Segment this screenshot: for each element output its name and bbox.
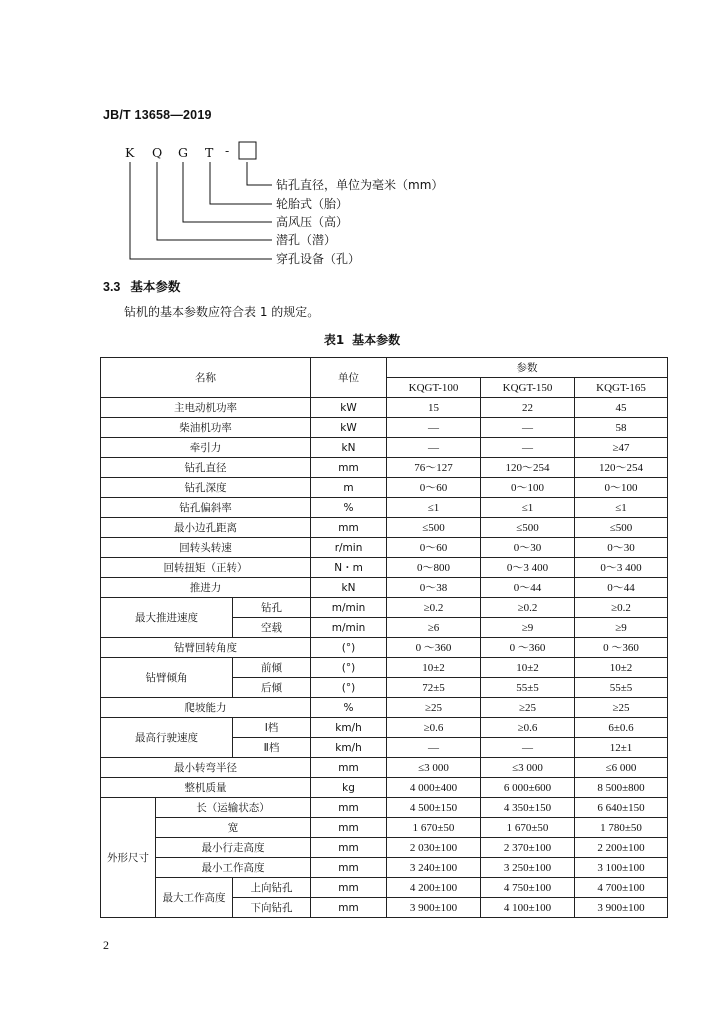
- row-value: ≥6: [387, 618, 481, 638]
- row-value: 0～30: [481, 538, 575, 558]
- row-value: 10±2: [481, 658, 575, 678]
- row-group: 钻臂倾角: [101, 658, 233, 698]
- row-value: 4 750±100: [481, 878, 575, 898]
- table-row: [101, 418, 668, 438]
- code-label-high-pressure: 高风压（高）: [276, 215, 349, 229]
- table-row: [101, 598, 668, 618]
- row-value: —: [387, 418, 481, 438]
- row-value: 0～38: [387, 578, 481, 598]
- row-value: 76～127: [387, 458, 481, 478]
- row-name: 钻孔: [233, 598, 311, 618]
- row-value: ≥9: [575, 618, 668, 638]
- table-header-row: [101, 358, 668, 378]
- table-row: [101, 778, 668, 798]
- row-value: 72±5: [387, 678, 481, 698]
- row-name: 最小工作高度: [156, 858, 311, 878]
- row-value: 2 370±100: [481, 838, 575, 858]
- table-row: [101, 478, 668, 498]
- row-group: 外形尺寸: [101, 798, 156, 918]
- row-unit: mm: [311, 758, 387, 778]
- row-value: 4 350±150: [481, 798, 575, 818]
- row-value: 45: [575, 398, 668, 418]
- row-value: 0～30: [575, 538, 668, 558]
- row-value: ≥25: [575, 698, 668, 718]
- table-row: [101, 798, 668, 818]
- table-row: [101, 438, 668, 458]
- row-value: 12±1: [575, 738, 668, 758]
- table-row: [101, 818, 668, 838]
- row-value: 0～800: [387, 558, 481, 578]
- row-name: 最小边孔距离: [101, 518, 311, 538]
- row-value: —: [387, 438, 481, 458]
- row-value: 0 ～360: [575, 638, 668, 658]
- row-unit: mm: [311, 458, 387, 478]
- row-value: ≤3 000: [481, 758, 575, 778]
- row-value: 6 640±150: [575, 798, 668, 818]
- section-heading: [103, 277, 180, 295]
- row-group: 最高行驶速度: [101, 718, 233, 758]
- row-name: 钻孔深度: [101, 478, 311, 498]
- row-value: 0 ～360: [387, 638, 481, 658]
- row-unit: mm: [311, 518, 387, 538]
- table-row: [101, 758, 668, 778]
- row-value: 2 030±100: [387, 838, 481, 858]
- header-unit: 单位: [311, 358, 387, 398]
- page-number: 2: [103, 938, 109, 952]
- row-subgroup: 最大工作高度: [156, 878, 233, 918]
- row-value: 0～3 400: [575, 558, 668, 578]
- row-value: ≤500: [387, 518, 481, 538]
- body-paragraph: 钻机的基本参数应符合表 1 的规定。: [124, 305, 320, 319]
- model-code-diagram: [0, 0, 724, 300]
- row-value: 0～100: [481, 478, 575, 498]
- table-row: [101, 858, 668, 878]
- row-value: ≥0.2: [575, 598, 668, 618]
- diameter-box: [239, 142, 256, 159]
- row-unit: kW: [311, 398, 387, 418]
- row-unit: m/min: [311, 618, 387, 638]
- row-unit: (°): [311, 638, 387, 658]
- table-row: [101, 578, 668, 598]
- row-unit: kN: [311, 438, 387, 458]
- row-unit: m: [311, 478, 387, 498]
- row-name: 推进力: [101, 578, 311, 598]
- row-value: 4 700±100: [575, 878, 668, 898]
- row-value: ≤6 000: [575, 758, 668, 778]
- header-model: KQGT-165: [575, 378, 668, 398]
- row-value: 8 500±800: [575, 778, 668, 798]
- row-value: ≤1: [575, 498, 668, 518]
- table-row: [101, 698, 668, 718]
- row-unit: r/min: [311, 538, 387, 558]
- parameters-table: [100, 357, 668, 918]
- row-value: 1 670±50: [387, 818, 481, 838]
- row-value: ≤500: [481, 518, 575, 538]
- row-value: ≥0.2: [387, 598, 481, 618]
- row-value: ≥25: [481, 698, 575, 718]
- row-unit: km/h: [311, 738, 387, 758]
- table-caption-title: 基本参数: [352, 333, 401, 347]
- row-value: 3 100±100: [575, 858, 668, 878]
- row-value: 3 900±100: [387, 898, 481, 918]
- row-value: 0～44: [575, 578, 668, 598]
- row-value: 4 100±100: [481, 898, 575, 918]
- row-unit: (°): [311, 678, 387, 698]
- row-value: —: [387, 738, 481, 758]
- row-unit: m/min: [311, 598, 387, 618]
- row-name: 整机质量: [101, 778, 311, 798]
- row-value: 6±0.6: [575, 718, 668, 738]
- row-unit: mm: [311, 858, 387, 878]
- row-name: 柴油机功率: [101, 418, 311, 438]
- row-value: 4 500±150: [387, 798, 481, 818]
- row-value: 0～44: [481, 578, 575, 598]
- code-dash: -: [225, 143, 230, 158]
- table-row: [101, 878, 668, 898]
- table-row: [101, 558, 668, 578]
- row-name: 前倾: [233, 658, 311, 678]
- row-value: ≥0.6: [481, 718, 575, 738]
- row-unit: N・m: [311, 558, 387, 578]
- row-value: 15: [387, 398, 481, 418]
- table-row: [101, 518, 668, 538]
- table-caption: [0, 331, 724, 348]
- table-row: [101, 718, 668, 738]
- section-title: 基本参数: [130, 279, 181, 294]
- table-row: [101, 458, 668, 478]
- table-row: [101, 498, 668, 518]
- row-value: 55±5: [481, 678, 575, 698]
- table-caption-number: 表1: [323, 333, 345, 347]
- row-unit: %: [311, 698, 387, 718]
- row-value: —: [481, 418, 575, 438]
- row-value: 3 900±100: [575, 898, 668, 918]
- table-row: [101, 538, 668, 558]
- code-letter-t: T: [205, 145, 214, 160]
- row-value: 22: [481, 398, 575, 418]
- code-label-tyre: 轮胎式（胎）: [276, 197, 349, 211]
- row-value: 0～60: [387, 538, 481, 558]
- row-value: 58: [575, 418, 668, 438]
- row-name: Ⅱ档: [233, 738, 311, 758]
- row-value: 0～3 400: [481, 558, 575, 578]
- row-name: 钻臂回转角度: [101, 638, 311, 658]
- code-label-drilling-equipment: 穿孔设备（孔）: [276, 252, 361, 266]
- row-name: 钻孔偏斜率: [101, 498, 311, 518]
- row-value: 10±2: [387, 658, 481, 678]
- row-value: 1 670±50: [481, 818, 575, 838]
- row-name: 长（运输状态）: [156, 798, 311, 818]
- code-letter-k: K: [125, 145, 135, 160]
- row-name: 上向钻孔: [233, 878, 311, 898]
- row-name: 空载: [233, 618, 311, 638]
- header-model: KQGT-150: [481, 378, 575, 398]
- row-unit: mm: [311, 898, 387, 918]
- row-value: 4 000±400: [387, 778, 481, 798]
- row-value: —: [481, 738, 575, 758]
- row-value: 2 200±100: [575, 838, 668, 858]
- row-unit: mm: [311, 878, 387, 898]
- code-letter-q: Q: [152, 145, 163, 160]
- section-number: 3.3: [103, 280, 121, 294]
- row-name: 最小转弯半径: [101, 758, 311, 778]
- row-name: 牵引力: [101, 438, 311, 458]
- row-value: 10±2: [575, 658, 668, 678]
- row-name: 爬坡能力: [101, 698, 311, 718]
- row-unit: %: [311, 498, 387, 518]
- row-name: Ⅰ档: [233, 718, 311, 738]
- header-name: 名称: [101, 358, 311, 398]
- row-unit: kN: [311, 578, 387, 598]
- table-row: [101, 638, 668, 658]
- row-value: ≥47: [575, 438, 668, 458]
- row-value: ≥0.6: [387, 718, 481, 738]
- code-letter-g: G: [178, 145, 188, 160]
- row-name: 最小行走高度: [156, 838, 311, 858]
- row-value: ≤500: [575, 518, 668, 538]
- row-value: 4 200±100: [387, 878, 481, 898]
- row-unit: kW: [311, 418, 387, 438]
- code-label-diameter: 钻孔直径，单位为毫米（mm）: [276, 178, 444, 192]
- row-value: ≤1: [387, 498, 481, 518]
- row-unit: kg: [311, 778, 387, 798]
- code-label-dth: 潜孔（潜）: [276, 233, 337, 247]
- row-unit: (°): [311, 658, 387, 678]
- row-value: 0～60: [387, 478, 481, 498]
- header-model: KQGT-100: [387, 378, 481, 398]
- row-name: 钻孔直径: [101, 458, 311, 478]
- row-name: 主电动机功率: [101, 398, 311, 418]
- row-value: 120～254: [575, 458, 668, 478]
- row-value: 6 000±600: [481, 778, 575, 798]
- row-unit: mm: [311, 798, 387, 818]
- row-value: ≥9: [481, 618, 575, 638]
- row-name: 下向钻孔: [233, 898, 311, 918]
- row-value: 55±5: [575, 678, 668, 698]
- table-row: [101, 838, 668, 858]
- row-value: 0～100: [575, 478, 668, 498]
- row-value: ≥25: [387, 698, 481, 718]
- row-value: ≤1: [481, 498, 575, 518]
- header-params: 参数: [387, 358, 668, 378]
- table-row: [101, 658, 668, 678]
- row-unit: mm: [311, 838, 387, 858]
- row-value: 1 780±50: [575, 818, 668, 838]
- row-value: 120～254: [481, 458, 575, 478]
- row-name: 回转扭矩（正转）: [101, 558, 311, 578]
- row-value: 3 240±100: [387, 858, 481, 878]
- row-group: 最大推进速度: [101, 598, 233, 638]
- row-value: 0 ～360: [481, 638, 575, 658]
- row-unit: km/h: [311, 718, 387, 738]
- table-row: [101, 398, 668, 418]
- row-unit: mm: [311, 818, 387, 838]
- row-value: —: [481, 438, 575, 458]
- standard-number: JB/T 13658—2019: [103, 108, 212, 122]
- row-value: ≥0.2: [481, 598, 575, 618]
- row-value: 3 250±100: [481, 858, 575, 878]
- row-value: ≤3 000: [387, 758, 481, 778]
- row-name: 宽: [156, 818, 311, 838]
- row-name: 回转头转速: [101, 538, 311, 558]
- row-name: 后倾: [233, 678, 311, 698]
